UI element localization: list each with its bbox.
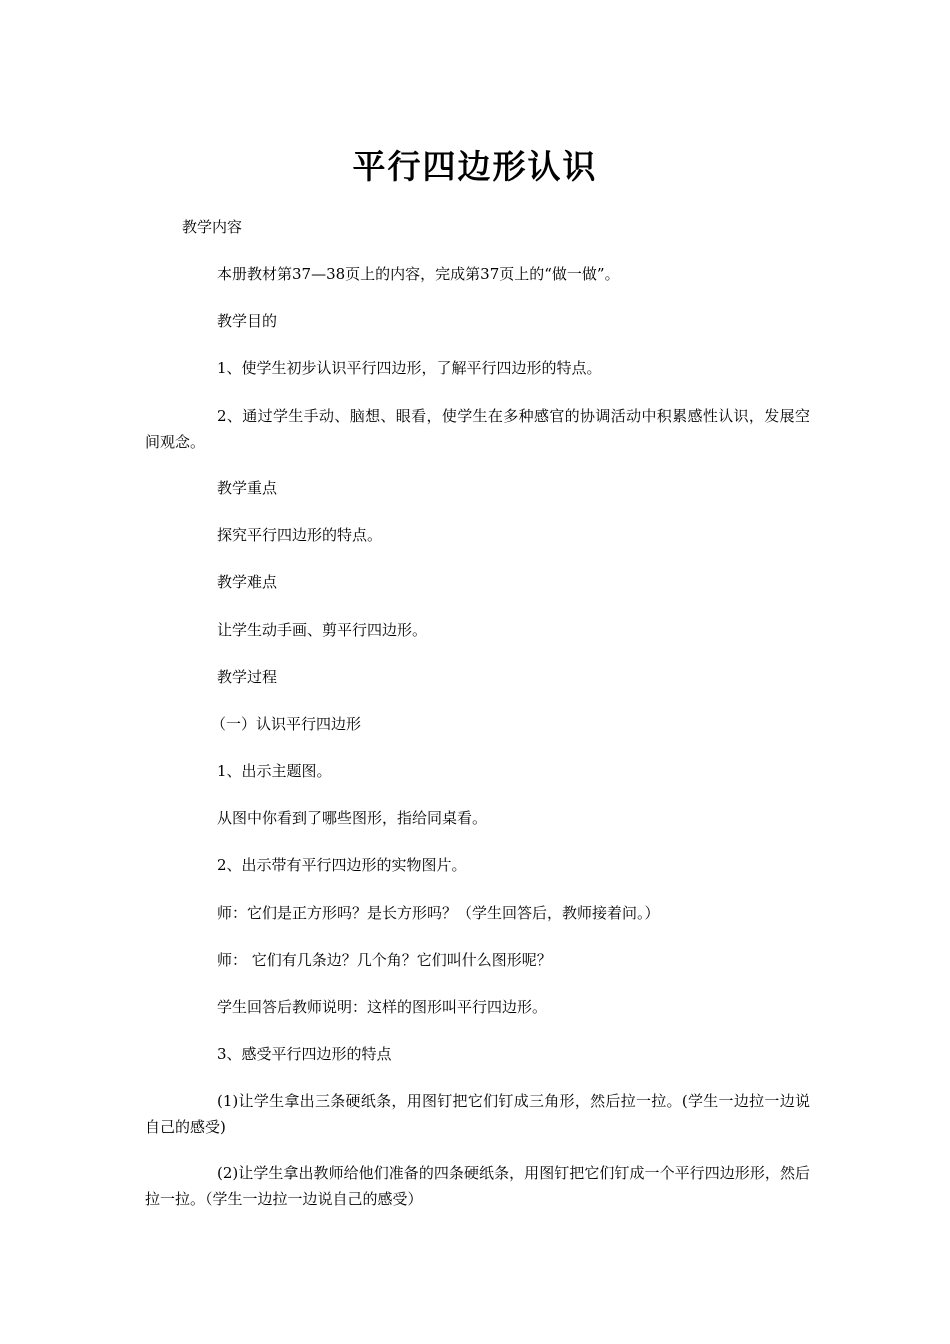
section-heading-goals: 教学目的 (217, 312, 278, 330)
section-heading-difficulty: 教学难点 (217, 573, 278, 591)
paragraph-teacher-explanation: 学生回答后教师说明：这样的图形叫平行四边形。 (217, 998, 548, 1016)
paragraph-difficulty: 让学生动手画、剪平行四边形。 (217, 621, 428, 639)
section-heading-key-point: 教学重点 (217, 479, 278, 497)
paragraph-step-2: 2、出示带有平行四边形的实物图片。 (217, 856, 467, 874)
paragraph-activity-2: (2)让学生拿出教师给他们准备的四条硬纸条，用图钉把它们钉成一个平行四边形形，然后拉一拉。（学生一边拉一边说自己的感受） (145, 1164, 810, 1208)
paragraph-step-3: 3、感受平行四边形的特点 (217, 1045, 392, 1063)
section-heading-process: 教学过程 (217, 668, 278, 686)
page-title: 平行四边形认识 (352, 147, 598, 186)
paragraph-activity-1: (1)让学生拿出三条硬纸条，用图钉把它们钉成三角形，然后拉一拉。(学生一边拉一边说自己的感受) (145, 1092, 810, 1136)
subsection-heading: （一）认识平行四边形 (211, 715, 362, 733)
paragraph-step-1: 1、出示主题图。 (217, 762, 332, 780)
section-heading-content: 教学内容 (182, 218, 243, 236)
paragraph-goal-2: 2、通过学生手动、脑想、眼看，使学生在多种感官的协调活动中积累感性认识，发展空间观念。 (145, 407, 810, 451)
paragraph-step-1-detail: 从图中你看到了哪些图形，指给同桌看。 (217, 809, 488, 827)
paragraph-teacher-question-1: 师：它们是正方形吗？是长方形吗？（学生回答后，教师接着问。） (217, 904, 660, 922)
paragraph-key-point: 探究平行四边形的特点。 (217, 526, 383, 544)
paragraph-goal-1: 1、使学生初步认识平行四边形，了解平行四边形的特点。 (217, 359, 602, 377)
paragraph-content: 本册教材第37—38页上的内容，完成第37页上的“做一做”。 (217, 265, 620, 283)
paragraph-teacher-question-2: 师： 它们有几条边？几个角？它们叫什么图形呢？ (217, 951, 552, 969)
